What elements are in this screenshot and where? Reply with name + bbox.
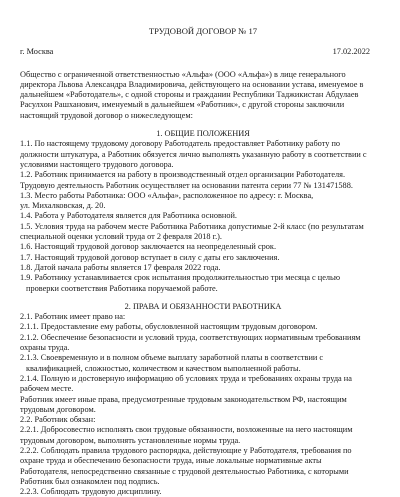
clause-line: 1.9. Работнику устанавливается срок испытания продолжительностью три месяца с целью bbox=[20, 273, 341, 283]
clause-line: Работодателя, непосредственно связанные с трудовой деятельностью Работника, с которыми bbox=[20, 466, 349, 476]
preamble-line: Расулхон Рашханович, именуемый в дальнейшем «Работник», с другой стороны заключили bbox=[20, 100, 345, 110]
document-title: ТРУДОВОЙ ДОГОВОР № 17 bbox=[148, 26, 258, 36]
clause-line: 2.1.3. Своевременную и в полном объеме выплату заработной платы в соответствии с bbox=[20, 353, 324, 363]
preamble-line: настоящий трудовой договор о нижеследующем: bbox=[20, 110, 193, 120]
clause-line: 2.1. Работник имеет право на: bbox=[20, 312, 126, 322]
clause-line: 1.8. Датой начала работы является 17 февраля 2022 года. bbox=[20, 262, 221, 272]
clause-line: охраны труда. bbox=[20, 343, 70, 353]
clause-line: рабочем месте. bbox=[20, 384, 74, 394]
preamble-line: Общество с ограниченной ответственностью «Альфа» (ООО «Альфа») в лице генерального bbox=[20, 69, 346, 79]
clause-line: трудовым договором. bbox=[20, 404, 96, 414]
clause-line: трудовым договором, выполнять установленные нормы труда. bbox=[20, 435, 241, 445]
clause-line: 2.2.1. Добросовестно исполнять свои трудовые обязанности, возложенные на него настоящим bbox=[20, 425, 353, 435]
clause-line: 2.1.2. Обеспечение безопасности и условий труда, соответствующих нормативным требованиям bbox=[20, 332, 361, 342]
clause-line: ул. Михалковская, д. 20. bbox=[20, 201, 106, 211]
clause-line: Работник был ознакомлен под подпись. bbox=[20, 476, 160, 486]
document-date: 17.02.2022 bbox=[332, 47, 370, 57]
clause-line: 1.2. Работник принимается на работу в производственный отдел организации Работодателя. bbox=[20, 170, 346, 180]
clause-line: Трудовую деятельность Работник осуществляет на основании патента серии 77 № 131471588. bbox=[20, 180, 353, 190]
clause-line: 2.2.3. Соблюдать трудовую дисциплину. bbox=[20, 487, 162, 497]
clause-line: специальной оценки условий труда от 2 февраля 2018 г.). bbox=[20, 232, 223, 242]
section-heading: 2. ПРАВА И ОБЯЗАННОСТИ РАБОТНИКА bbox=[124, 301, 282, 311]
preamble-line: директора Львова Александра Владимировича, действующего на основании устава, именуемое в bbox=[20, 79, 364, 89]
section-gap bbox=[20, 294, 386, 302]
clause-line: 1.5. Условия труда на рабочем месте Работника Работника допустимые 2-й класс (по результатам bbox=[20, 221, 364, 231]
clause-line: квалификацией, сложностью, количеством и качеством выполненной работы. bbox=[26, 363, 301, 373]
clause-line: 1.1. По настоящему трудовому договору Работодатель предоставляет Работнику работу по bbox=[20, 139, 341, 149]
document-city: г. Москва bbox=[20, 47, 54, 57]
clause-line: 1.4. Работа у Работодателя является для Работника основной. bbox=[20, 211, 237, 221]
preamble bbox=[20, 70, 386, 121]
clause-line: условиями настоящего трудового договора. bbox=[20, 159, 174, 169]
clause-line: 1.6. Настоящий трудовой договор заключается на неопределенный срок. bbox=[20, 242, 277, 252]
section-heading: 1. ОБЩИЕ ПОЛОЖЕНИЯ bbox=[156, 129, 250, 139]
clause-line: 2.1.1. Предоставление ему работы, обусловленной настоящим трудовым договором. bbox=[20, 322, 318, 332]
clause-line: 1.3. Место работы Работника: ООО «Альфа», расположенное по адресу: г. Москва, bbox=[20, 190, 314, 200]
section-gap bbox=[20, 121, 386, 129]
clause-line: проверки соответствия Работника поручаемой работе. bbox=[26, 283, 218, 293]
sections bbox=[20, 121, 386, 497]
clause-line: 2.2. Работник обязан: bbox=[20, 415, 96, 425]
clause-line: Работник имеет иные права, предусмотренные трудовым законодательством РФ, настоящим bbox=[20, 394, 347, 404]
preamble-line: дальнейшем «Работодатель», с одной стороны и гражданин Республики Таджикистан Абдулаев bbox=[20, 90, 359, 100]
clause-line: должности штукатура, а Работник обязуется лично выполнять указанную работу в соответствии с bbox=[20, 149, 367, 159]
clause-line: 2.2.2. Соблюдать правила трудового распорядка, действующие у Работодателя, требования по bbox=[20, 445, 352, 455]
document-meta bbox=[20, 47, 386, 57]
clause-line: 2.1.4. Полную и достоверную информацию об условиях труда и требованиях охраны труда на bbox=[20, 373, 352, 383]
clause-line: 1.7. Настоящий трудовой договор вступает в силу с даты его заключения. bbox=[20, 252, 280, 262]
clause-line: охране труда и обеспечению безопасности труда, иные локальные нормативные акты bbox=[20, 456, 322, 466]
